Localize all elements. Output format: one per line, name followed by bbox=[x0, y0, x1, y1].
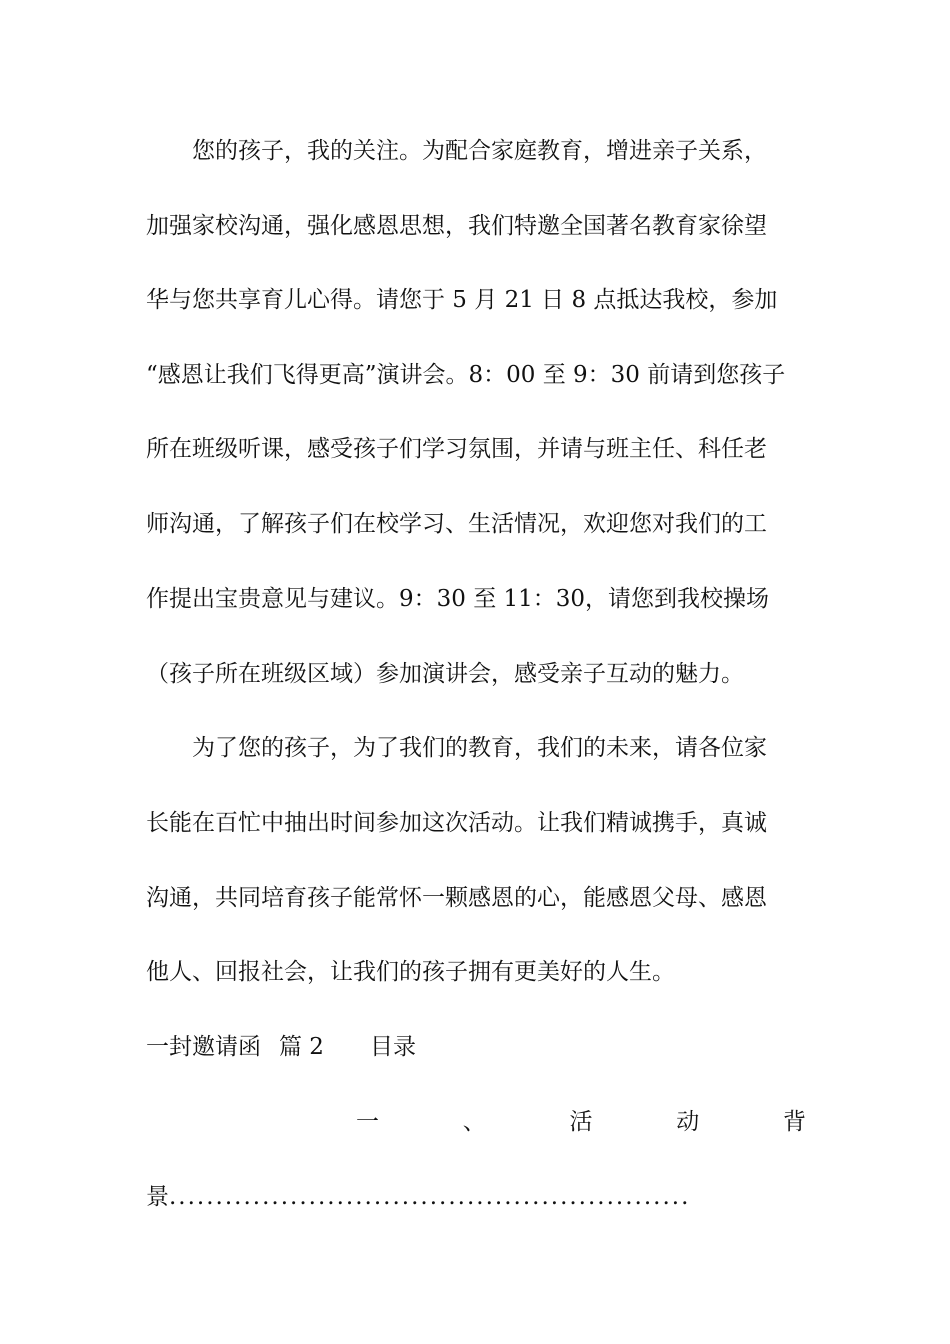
section-heading bbox=[146, 1032, 806, 1062]
toc-char: 、 bbox=[462, 1109, 486, 1135]
paragraph-line: 作提出宝贵意见与建议。9：30 至 11：30，请您到我校操场 bbox=[146, 586, 770, 612]
paragraph-line: 您的孩子，我的关注。为配合家庭教育，增进亲子关系， bbox=[192, 138, 767, 164]
toc-label: 目录 bbox=[369, 1034, 416, 1060]
toc-item-tail: 景 bbox=[146, 1184, 169, 1210]
paragraph-line: 加强家校沟通，强化感恩思想，我们特邀全国著名教育家徐望 bbox=[146, 213, 767, 239]
paragraph-line: “感恩让我们飞得更高”演讲会。8：00 至 9：30 前请到您孩子 bbox=[146, 362, 786, 388]
paragraph-line: 沟通，共同培育孩子能常怀一颗感恩的心，能感恩父母、感恩 bbox=[146, 885, 767, 911]
paragraph-line: 长能在百忙中抽出时间参加这次活动。让我们精诚携手，真诚 bbox=[146, 810, 767, 836]
paragraph-line: 他人、回报社会，让我们的孩子拥有更美好的人生。 bbox=[146, 959, 675, 985]
toc-item-title bbox=[356, 1107, 806, 1137]
paragraph-line: 为了您的孩子，为了我们的教育，我们的未来，请各位家 bbox=[192, 735, 767, 761]
toc-char: 活 bbox=[569, 1109, 593, 1135]
paragraph-line: （孩子所在班级区域）参加演讲会，感受亲子互动的魅力。 bbox=[146, 661, 744, 687]
toc-leader-dots: ........................................................ bbox=[169, 1184, 691, 1210]
toc-item-leader-line bbox=[146, 1182, 806, 1212]
section-title: 一封邀请函 bbox=[146, 1034, 261, 1060]
toc-char: 一 bbox=[356, 1109, 379, 1135]
toc-char: 背 bbox=[783, 1109, 806, 1135]
toc-char: 动 bbox=[676, 1109, 700, 1135]
paragraph-line: 师沟通，了解孩子们在校学习、生活情况，欢迎您对我们的工 bbox=[146, 511, 767, 537]
section-part: 篇 2 bbox=[279, 1034, 324, 1060]
paragraph-line: 所在班级听课，感受孩子们学习氛围，并请与班主任、科任老 bbox=[146, 436, 767, 462]
paragraph-line: 华与您共享育儿心得。请您于 5 月 21 日 8 点抵达我校，参加 bbox=[146, 287, 778, 313]
